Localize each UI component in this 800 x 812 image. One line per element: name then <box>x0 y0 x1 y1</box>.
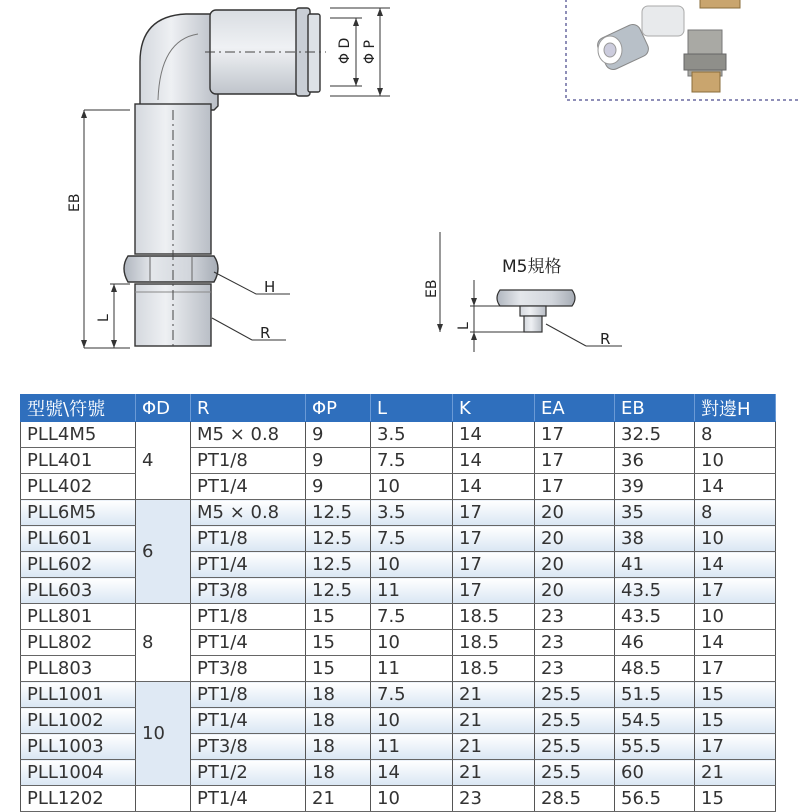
table-cell: 17 <box>453 500 535 526</box>
table-cell: PLL1202 <box>21 786 136 812</box>
table-cell: 38 <box>615 526 695 552</box>
technical-drawing <box>0 0 800 388</box>
product-photo <box>566 0 800 100</box>
m5-title: M5規格 <box>502 257 562 277</box>
table-cell: 15 <box>695 786 776 812</box>
table-cell: 7.5 <box>371 448 453 474</box>
table-cell: 11 <box>371 656 453 682</box>
table-row <box>21 760 776 786</box>
table-cell: 9 <box>306 422 371 448</box>
table-cell: 17 <box>535 474 615 500</box>
od-cell <box>136 786 191 812</box>
table-cell: 12.5 <box>306 552 371 578</box>
table-cell: 17 <box>695 734 776 760</box>
table-cell: PLL1002 <box>21 708 136 734</box>
table-cell: 14 <box>695 552 776 578</box>
table-cell: 15 <box>695 708 776 734</box>
m5-l-label: L <box>456 322 472 330</box>
table-cell: 28.5 <box>535 786 615 812</box>
table-cell: PT1/8 <box>191 526 306 552</box>
column-header: K <box>453 395 535 422</box>
table-cell: PT3/8 <box>191 578 306 604</box>
table-cell: 20 <box>535 552 615 578</box>
table-cell: 14 <box>453 474 535 500</box>
m5-eb-label: EB <box>424 279 440 298</box>
table-cell: 18.5 <box>453 656 535 682</box>
table-cell: PLL4M5 <box>21 422 136 448</box>
table-cell: PT1/4 <box>191 552 306 578</box>
table-row <box>21 500 776 526</box>
od-cell: 4 <box>136 422 191 500</box>
table-cell: 10 <box>371 786 453 812</box>
table-row <box>21 786 776 812</box>
column-header: 型號\符號 <box>21 395 136 422</box>
table-row <box>21 526 776 552</box>
table-cell: 17 <box>535 448 615 474</box>
table-cell: 17 <box>453 578 535 604</box>
table-cell: 21 <box>306 786 371 812</box>
table-row <box>21 552 776 578</box>
od-cell: 6 <box>136 500 191 604</box>
table-cell: PT1/4 <box>191 786 306 812</box>
table-cell: 10 <box>371 630 453 656</box>
table-cell: 18 <box>306 708 371 734</box>
table-cell: PLL402 <box>21 474 136 500</box>
table-cell: 21 <box>453 760 535 786</box>
column-header: EA <box>535 395 615 422</box>
column-header: EB <box>615 395 695 422</box>
table-cell: PLL603 <box>21 578 136 604</box>
table-cell: 15 <box>306 656 371 682</box>
od-cell: 8 <box>136 604 191 682</box>
table-cell: 25.5 <box>535 682 615 708</box>
table-cell: 18 <box>306 682 371 708</box>
table-cell: 25.5 <box>535 734 615 760</box>
table-cell: 15 <box>306 630 371 656</box>
table-cell: 17 <box>453 526 535 552</box>
table-cell: 12.5 <box>306 500 371 526</box>
table-cell: 41 <box>615 552 695 578</box>
table-cell: 14 <box>371 760 453 786</box>
table-cell: 3.5 <box>371 422 453 448</box>
table-cell: PLL1003 <box>21 734 136 760</box>
table-cell: PT1/4 <box>191 474 306 500</box>
table-cell: 7.5 <box>371 604 453 630</box>
table-cell: 10 <box>371 708 453 734</box>
table-cell: PT1/4 <box>191 630 306 656</box>
table-cell: 18 <box>306 760 371 786</box>
table-cell: 56.5 <box>615 786 695 812</box>
table-cell: 21 <box>453 708 535 734</box>
table-cell: 20 <box>535 578 615 604</box>
spec-table <box>20 394 776 812</box>
table-cell: 3.5 <box>371 500 453 526</box>
fitting-drawing <box>124 8 320 346</box>
table-cell: PLL1004 <box>21 760 136 786</box>
table-cell: 12.5 <box>306 578 371 604</box>
table-row <box>21 422 776 448</box>
table-cell: 10 <box>371 552 453 578</box>
column-header: ΦD <box>136 395 191 422</box>
table-cell: PLL602 <box>21 552 136 578</box>
table-cell: 8 <box>695 500 776 526</box>
m5-fitting-drawing <box>497 290 575 332</box>
m5-r-label: R <box>600 330 611 348</box>
table-cell: 14 <box>453 448 535 474</box>
table-cell: 25.5 <box>535 760 615 786</box>
table-cell: 43.5 <box>615 604 695 630</box>
table-cell: 20 <box>535 526 615 552</box>
table-cell: 48.5 <box>615 656 695 682</box>
table-cell: 11 <box>371 578 453 604</box>
table-cell: 7.5 <box>371 526 453 552</box>
column-header: L <box>371 395 453 422</box>
table-cell: 39 <box>615 474 695 500</box>
l-label: L <box>96 314 112 322</box>
table-cell: 7.5 <box>371 682 453 708</box>
table-cell: PT3/8 <box>191 656 306 682</box>
table-cell: 21 <box>453 734 535 760</box>
table-cell: 17 <box>535 422 615 448</box>
table-cell: 18 <box>306 734 371 760</box>
column-header: 對邊H <box>695 395 776 422</box>
table-cell: 10 <box>695 448 776 474</box>
table-cell: 18.5 <box>453 604 535 630</box>
table-cell: M5 × 0.8 <box>191 500 306 526</box>
table-cell: 55.5 <box>615 734 695 760</box>
table-cell: 51.5 <box>615 682 695 708</box>
table-cell: 10 <box>695 526 776 552</box>
table-cell: 36 <box>615 448 695 474</box>
table-cell: 25.5 <box>535 708 615 734</box>
table-cell: 21 <box>453 682 535 708</box>
table-cell: 20 <box>535 500 615 526</box>
table-cell: 9 <box>306 448 371 474</box>
table-cell: 15 <box>306 604 371 630</box>
table-cell: 23 <box>453 786 535 812</box>
table-cell: M5 × 0.8 <box>191 422 306 448</box>
table-cell: 32.5 <box>615 422 695 448</box>
r-label: R <box>260 324 271 342</box>
table-row <box>21 604 776 630</box>
table-row <box>21 682 776 708</box>
table-cell: 10 <box>695 604 776 630</box>
table-row <box>21 630 776 656</box>
table-cell: PT1/8 <box>191 448 306 474</box>
column-header: ΦP <box>306 395 371 422</box>
table-cell: 8 <box>695 422 776 448</box>
table-header-row <box>21 395 776 422</box>
table-cell: 14 <box>453 422 535 448</box>
od-cell: 10 <box>136 682 191 786</box>
op-label: Φ P <box>362 40 378 64</box>
table-cell: 43.5 <box>615 578 695 604</box>
table-cell: 46 <box>615 630 695 656</box>
table-row <box>21 656 776 682</box>
table-row <box>21 734 776 760</box>
table-cell: 23 <box>535 604 615 630</box>
table-cell: 23 <box>535 630 615 656</box>
table-cell: 12.5 <box>306 526 371 552</box>
table-cell: PLL801 <box>21 604 136 630</box>
table-cell: PT1/8 <box>191 682 306 708</box>
table-cell: 18.5 <box>453 630 535 656</box>
table-cell: 60 <box>615 760 695 786</box>
table-row <box>21 448 776 474</box>
table-cell: 23 <box>535 656 615 682</box>
table-cell: PT1/4 <box>191 708 306 734</box>
od-label: Φ D <box>337 37 353 64</box>
table-cell: PLL6M5 <box>21 500 136 526</box>
table-cell: PLL401 <box>21 448 136 474</box>
h-label: H <box>264 278 276 296</box>
table-cell: PLL802 <box>21 630 136 656</box>
table-cell: 14 <box>695 630 776 656</box>
table-cell: 11 <box>371 734 453 760</box>
table-cell: 54.5 <box>615 708 695 734</box>
table-cell: PLL803 <box>21 656 136 682</box>
table-cell: 17 <box>453 552 535 578</box>
table-cell: PT1/8 <box>191 604 306 630</box>
table-row <box>21 578 776 604</box>
eb-label: EB <box>67 193 83 212</box>
column-header: R <box>191 395 306 422</box>
table-cell: 21 <box>695 760 776 786</box>
table-row <box>21 708 776 734</box>
table-cell: 9 <box>306 474 371 500</box>
table-row <box>21 474 776 500</box>
table-cell: PT1/2 <box>191 760 306 786</box>
table-cell: 35 <box>615 500 695 526</box>
table-cell: 17 <box>695 656 776 682</box>
table-cell: 14 <box>695 474 776 500</box>
table-cell: 10 <box>371 474 453 500</box>
table-cell: PLL601 <box>21 526 136 552</box>
table-cell: 17 <box>695 578 776 604</box>
table-cell: 15 <box>695 682 776 708</box>
table-cell: PLL1001 <box>21 682 136 708</box>
table-body <box>21 422 776 812</box>
table-cell: PT3/8 <box>191 734 306 760</box>
